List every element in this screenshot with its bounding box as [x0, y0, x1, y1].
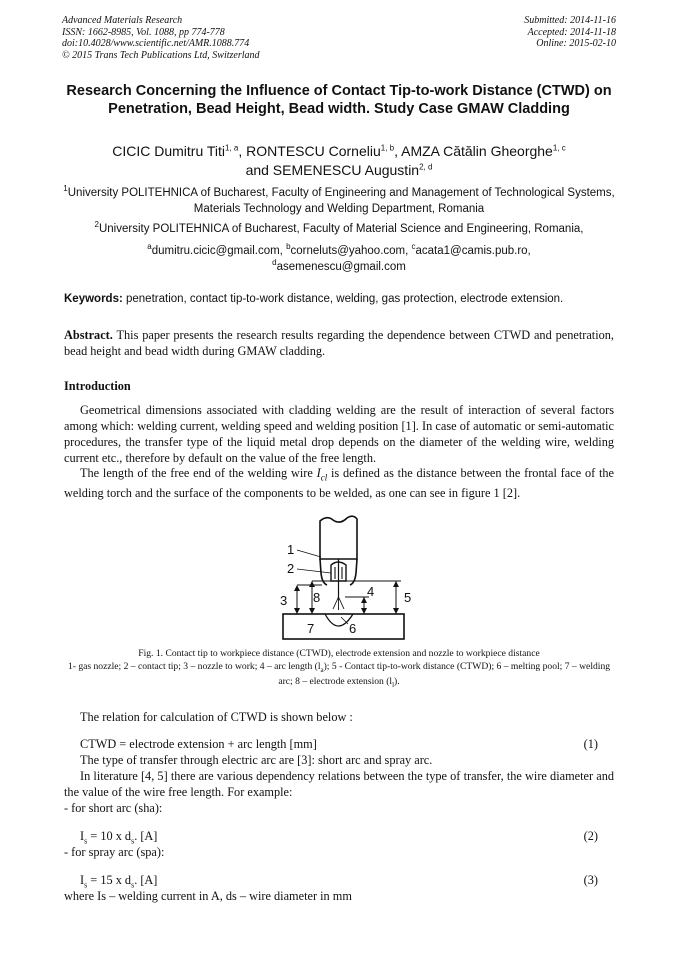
- journal-name: Advanced Materials Research: [62, 15, 183, 26]
- welding-torch-figure: [275, 513, 415, 643]
- email-list: $^a$dumitru.cicic@gmail.com, $^b$corneluts@yahoo.com, $^c$acata1@camis.pub.ro, $^d$asemenescu@gmail.com: [147, 242, 531, 273]
- literature-paragraph: In literature [4, 5] there are various dependency relations between the type of transfer, the wire diameter and the value of the wire free length. For example:: [64, 769, 614, 799]
- intro-paragraph-1: Geometrical dimensions associated with cladding welding are the result of interaction of several factors among which: welding current, welding speed and welding position [1]. In case of automatic or semi-automatic procedures, the transfer type of the liquid metal drop depends on the diameter of the welding wire, welding current etc., therefore by default on the value of the free length.: [64, 403, 614, 465]
- issn: ISSN: 1662-8985, Vol. 1088, pp 774-778: [62, 26, 225, 38]
- journal-header: [62, 15, 260, 61]
- figure-caption: Fig. 1. Contact tip to workpiece distance (CTWD), electrode extension and nozzle to workpiece distance 1- gas nozzle; 2 – contact tip; 3 – nozzle to work; 4 – arc length $(l_a)$; 5 - Contact tip-to-work distance (CTWD); 6 – melting pool; 7 – welding arc; 8 – electrode extension $(l_l)$.: [67, 648, 611, 689]
- author-1: CICIC Dumitru Titi: [112, 143, 226, 159]
- free-length-symbol: $I_{cl}$: [316, 466, 328, 483]
- submitted-date: Submitted: 2014-11-16: [524, 15, 616, 26]
- equation-1-number: (1): [583, 737, 598, 751]
- label-gas-nozzle: 1: [287, 542, 295, 557]
- author-2-sup: 1, b: [380, 143, 395, 153]
- email-d[interactable]: asemenescu@gmail.com: [276, 261, 406, 273]
- author-3-sup: 1, c: [552, 143, 566, 153]
- abstract: [64, 327, 614, 359]
- author-list: [60, 142, 618, 180]
- spray-arc-label: - for spray arc (spa):: [64, 845, 165, 859]
- abstract-label: Abstract.: [64, 328, 113, 342]
- affiliation-2: $^2$University POLITEHNICA of Bucharest, Faculty of Material Science and Engineering, Romania,: [94, 220, 584, 235]
- author-4: and SEMENESCU Augustin: [245, 162, 420, 178]
- email-a[interactable]: dumitru.cicic@gmail.com,: [151, 245, 287, 257]
- equation-2-number: (2): [583, 829, 598, 843]
- label-contact-tip: 2: [287, 561, 295, 576]
- affiliation-1: $^1$University POLITEHNICA of Bucharest, Faculty of Engineering and Management of Technological Systems, Materials Technology and Welding Department, Romania: [63, 184, 615, 215]
- author-1-sup: 1, a: [225, 143, 239, 153]
- label-melting-pool: 6: [349, 621, 357, 636]
- author-2: , RONTESCU Corneliu: [238, 143, 381, 159]
- equation-3-number: (3): [583, 873, 598, 887]
- doi: doi:10.4028/www.scientific.net/AMR.1088.774: [62, 38, 250, 49]
- label-arc-length: 4: [367, 584, 375, 599]
- torch-body: [320, 516, 357, 559]
- email-c[interactable]: acata1@camis.pub.ro,: [415, 245, 531, 257]
- label-electrode-extension: 8: [313, 590, 321, 605]
- email-b[interactable]: corneluts@yahoo.com,: [290, 245, 412, 257]
- equation-3: $I_s = 15$ x $d_s$. [A] (3): [80, 873, 598, 890]
- equation-2: $I_s = 10$ x $d_s$. [A] (2): [80, 829, 598, 846]
- welding-arc: [333, 597, 344, 610]
- copyright: © 2015 Trans Tech Publications Ltd, Switzerland: [62, 49, 260, 61]
- online-date: Online: 2015-02-10: [536, 38, 616, 49]
- label-welding-arc: 7: [307, 621, 315, 636]
- short-arc-label: - for short arc (sha):: [64, 801, 163, 815]
- author-3: , AMZA Cătălin Gheorghe: [394, 143, 553, 159]
- author-4-sup: 2, d: [419, 162, 433, 172]
- transfer-types: The type of transfer through electric arc are [3]: short arc and spray arc.: [80, 753, 433, 767]
- dates-header: [524, 15, 616, 50]
- where-definition: where Is – welding current in A, ds – wire diameter in mm: [64, 889, 352, 903]
- keywords-text: penetration, contact tip-to-work distance, welding, gas protection, electrode extension.: [122, 293, 564, 305]
- label-nozzle-to-work: 3: [280, 593, 288, 608]
- paper-title: Research Concerning the Influence of Contact Tip-to-work Distance (CTWD) on Penetration, Bead Height, Bead width. Study Case GMAW Cladding: [66, 83, 612, 117]
- introduction-heading: Introduction: [64, 379, 131, 393]
- keywords: [64, 291, 614, 307]
- keywords-label: Keywords:: [64, 293, 123, 305]
- accepted-date: Accepted: 2014-11-18: [527, 26, 616, 38]
- abstract-text: This paper presents the research results regarding the dependence between CTWD and penetration, bead height and bead width during GMAW cladding.: [64, 328, 614, 358]
- equation-1: CTWD = electrode extension + arc length [mm] (1): [80, 737, 598, 751]
- relation-intro: The relation for calculation of CTWD is shown below :: [80, 710, 353, 724]
- intro-paragraph-2: The length of the free end of the welding wire $I_{cl}$ is defined as the distance between the frontal face of the welding torch and the surface of the components to be welded, as one can see in figure 1 [2].: [64, 466, 614, 501]
- workpiece: [283, 614, 404, 639]
- label-ctwd: 5: [404, 590, 412, 605]
